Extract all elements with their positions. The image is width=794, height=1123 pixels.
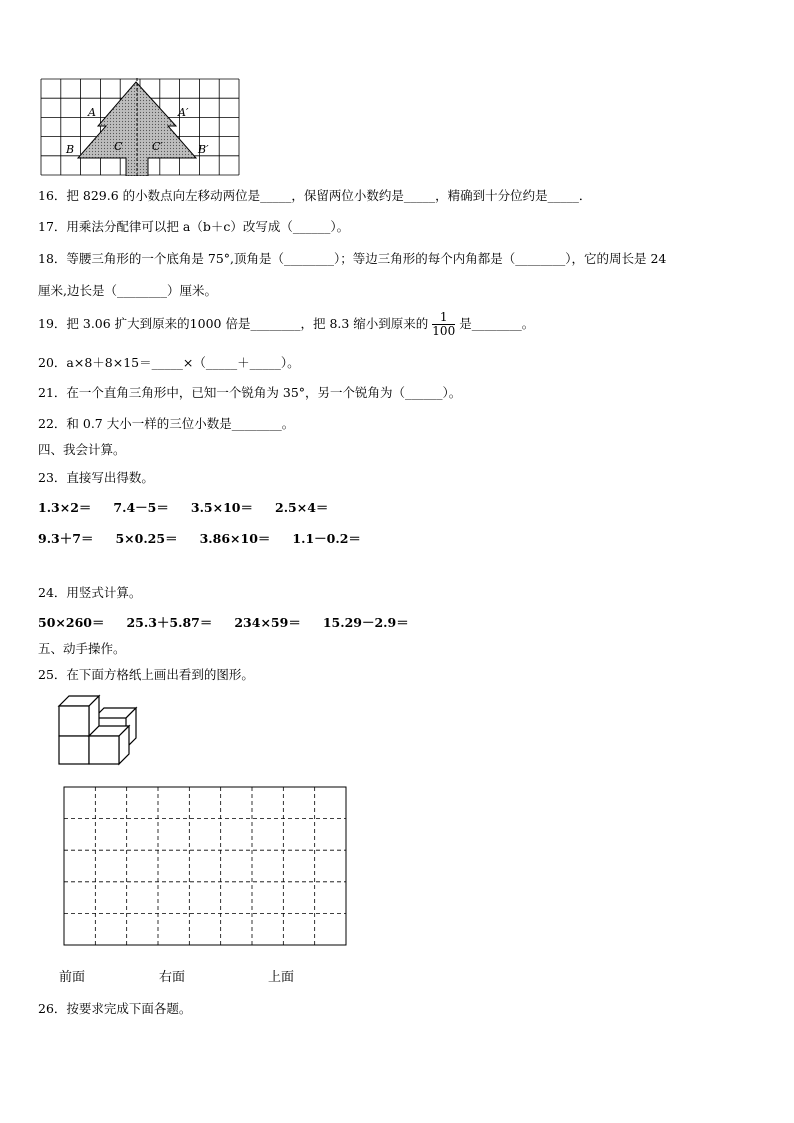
section-5-heading: 五、动手操作。 [38,641,126,656]
calc-item: 3.86×10＝ [199,531,271,546]
question-25: 25．在下面方格纸上画出看到的图形。 [38,667,254,682]
question-19-text-b: 是________。 [459,316,535,331]
question-21: 21．在一个直角三角形中，已知一个锐角为 35°，另一个锐角为（______）。 [38,385,462,400]
calc-item: 1.1－0.2＝ [292,531,361,546]
q23-row-2 [38,531,383,547]
question-17: 17．用乘法分配律可以把 a（b＋c）改写成（______）。 [38,219,350,234]
section-4-heading: 四、我会计算。 [38,442,126,457]
calc-item: 3.5×10＝ [190,500,253,515]
q24-row [38,615,431,631]
label-A: A [88,106,96,119]
calc-item: 9.3＋7＝ [38,531,94,546]
label-C: C [114,140,123,153]
question-18-line2: 厘米,边长是（________）厘米。 [38,283,217,298]
fraction-one-hundredth [432,311,455,338]
calc-item: 2.5×4＝ [275,500,329,515]
question-19 [38,311,534,338]
calc-item: 5×0.25＝ [115,531,178,546]
q23-row-1 [38,500,350,516]
view-label-right: 右面 [159,970,186,985]
grid-paper[interactable] [63,786,347,946]
fraction-denominator: 100 [432,324,456,338]
question-20: 20．a×8＋8×15＝_____×（_____＋_____）。 [38,355,300,370]
question-24: 24．用竖式计算。 [38,585,142,600]
calc-item: 7.4－5＝ [113,500,169,515]
question-16: 16．把 829.6 的小数点向左移动两位是_____，保留两位小数约是_____，精确到十分位约是_____． [38,188,592,203]
question-19-text-a: 19．把 3.06 扩大到原来的1000 倍是________，把 8.3 缩小到原来的 [38,316,429,331]
label-B-prime: B′ [198,143,209,156]
question-26: 26．按要求完成下面各题。 [38,1001,192,1016]
calc-item: 50×260＝ [38,615,105,630]
calc-item: 15.29－2.9＝ [322,615,409,630]
question-23: 23．直接写出得数。 [38,470,154,485]
question-22: 22．和 0.7 大小一样的三位小数是________。 [38,416,295,431]
calc-item: 1.3×2＝ [38,500,92,515]
cube-stack-figure [56,690,142,766]
view-label-top: 上面 [268,970,295,985]
label-A-prime: A′ [178,106,189,119]
grid-paper-border [64,787,346,945]
calc-item: 25.3＋5.87＝ [126,615,213,630]
calc-item: 234×59＝ [234,615,301,630]
view-label-front: 前面 [59,970,86,985]
question-18-line1: 18．等腰三角形的一个底角是 75°,顶角是（________）；等边三角形的每个内角都是（________），它的周长是 24 [38,251,667,266]
symmetry-grid-figure [40,78,240,176]
label-C-prime: C′ [152,140,163,153]
fraction-numerator: 1 [432,311,455,325]
label-B: B [66,143,75,156]
